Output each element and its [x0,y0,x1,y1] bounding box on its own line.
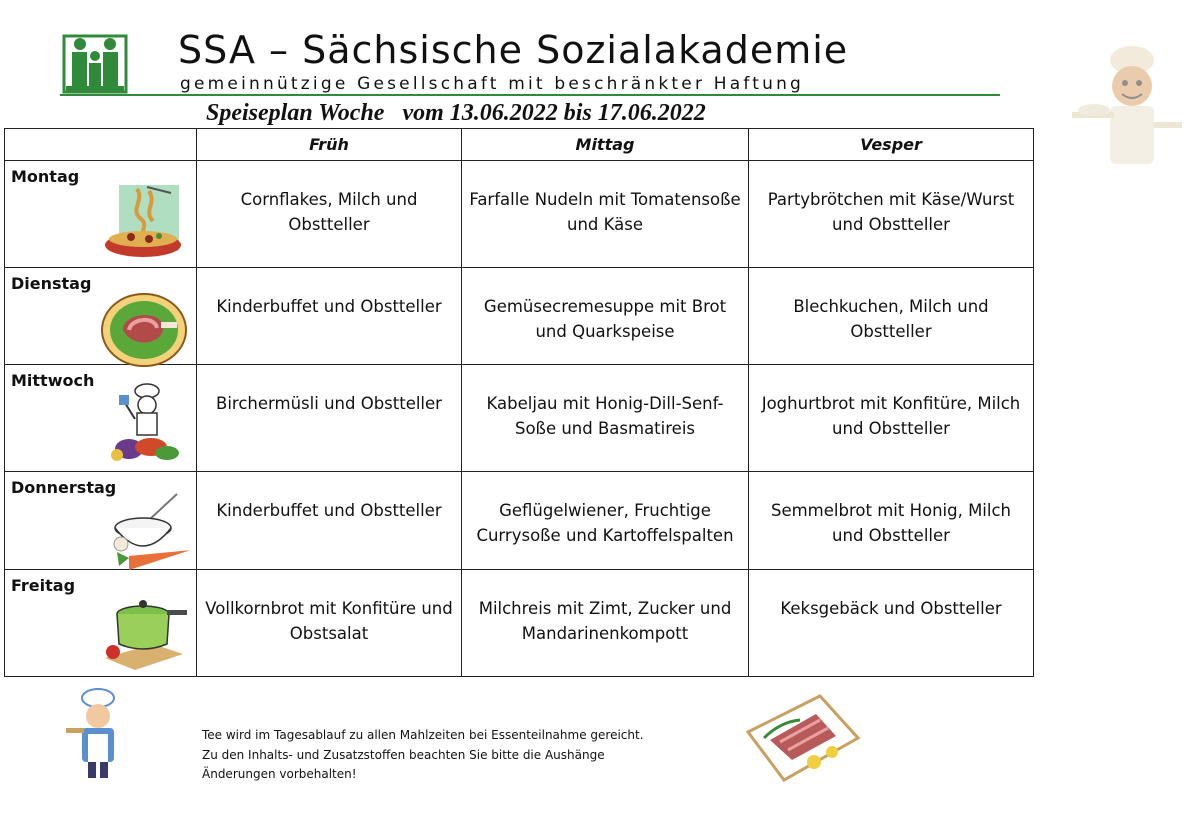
footer-notes [202,726,644,785]
meal-mittag: Milchreis mit Zimt, Zucker und Mandarinenkompott [462,570,749,677]
day-cell-donnerstag [5,472,197,570]
day-name: Montag [11,167,80,186]
meal-frueh: Kinderbuffet und Obstteller [197,472,462,570]
meal-vesper: Semmelbrot mit Honig, Milch und Obstteller [749,472,1034,570]
meal-mittag: Farfalle Nudeln mit Tomatensoße und Käse [462,161,749,268]
spaghetti-bowl-icon [99,179,189,261]
steak-platter-icon [740,692,862,784]
note-changes: Änderungen vorbehalten! [202,767,357,781]
table-row [5,365,1034,472]
meal-vesper: Joghurtbrot mit Konfitüre, Milch und Obstteller [749,365,1034,472]
chef-cook-icon [62,688,134,780]
meal-vesper: Blechkuchen, Milch und Obstteller [749,268,1034,365]
day-cell-mittwoch [5,365,197,472]
table-header-row [5,129,1034,161]
note-tea: Tee wird im Tagesablauf zu allen Mahlzeiten bei Essenteilnahme gereicht. [202,728,644,742]
meal-vesper: Keksgebäck und Obstteller [749,570,1034,677]
day-name: Mittwoch [11,371,95,390]
meal-vesper: Partybrötchen mit Käse/Wurst und Obstteller [749,161,1034,268]
meal-mittag: Geflügelwiener, Fruchtige Currysoße und Kartoffelspalten [462,472,749,570]
cooking-pot-icon [99,588,189,670]
organization-title: SSA – Sächsische Sozialakademie [178,28,849,72]
column-header-frueh: Früh [197,129,462,161]
meal-frueh: Vollkornbrot mit Konfitüre und Obstsalat [197,570,462,677]
table-row [5,570,1034,677]
meal-frueh: Kinderbuffet und Obstteller [197,268,462,365]
meal-frueh: Cornflakes, Milch und Obstteller [197,161,462,268]
ham-plate-icon [99,286,189,368]
table-row [5,268,1034,365]
chef-with-vegetables-icon [99,383,189,465]
organization-subtitle: gemeinnützige Gesellschaft mit beschränkter Haftung [180,74,805,94]
column-header-day [5,129,197,161]
day-cell-montag [5,161,197,268]
soup-and-carrot-icon [99,490,189,572]
plan-title: Speiseplan Woche vom 13.06.2022 bis 17.06.2022 [206,100,706,126]
meal-mittag: Gemüsecremesuppe mit Brot und Quarkspeise [462,268,749,365]
menu-table [4,128,1034,677]
chef-waiter-icon [1070,38,1188,166]
column-header-vesper: Vesper [749,129,1034,161]
note-ingredients: Zu den Inhalts- und Zusatzstoffen beachten Sie bitte die Aushänge [202,747,605,762]
header-divider [60,94,1000,96]
column-header-mittag: Mittag [462,129,749,161]
meal-mittag: Kabeljau mit Honig-Dill-Senf-Soße und Basmatireis [462,365,749,472]
day-cell-dienstag [5,268,197,365]
meal-frueh: Birchermüsli und Obstteller [197,365,462,472]
table-row [5,472,1034,570]
table-row [5,161,1034,268]
ssa-logo-icon [60,30,130,96]
day-name: Dienstag [11,274,92,293]
day-name: Donnerstag [11,478,117,497]
day-cell-freitag [5,570,197,677]
day-name: Freitag [11,576,76,595]
